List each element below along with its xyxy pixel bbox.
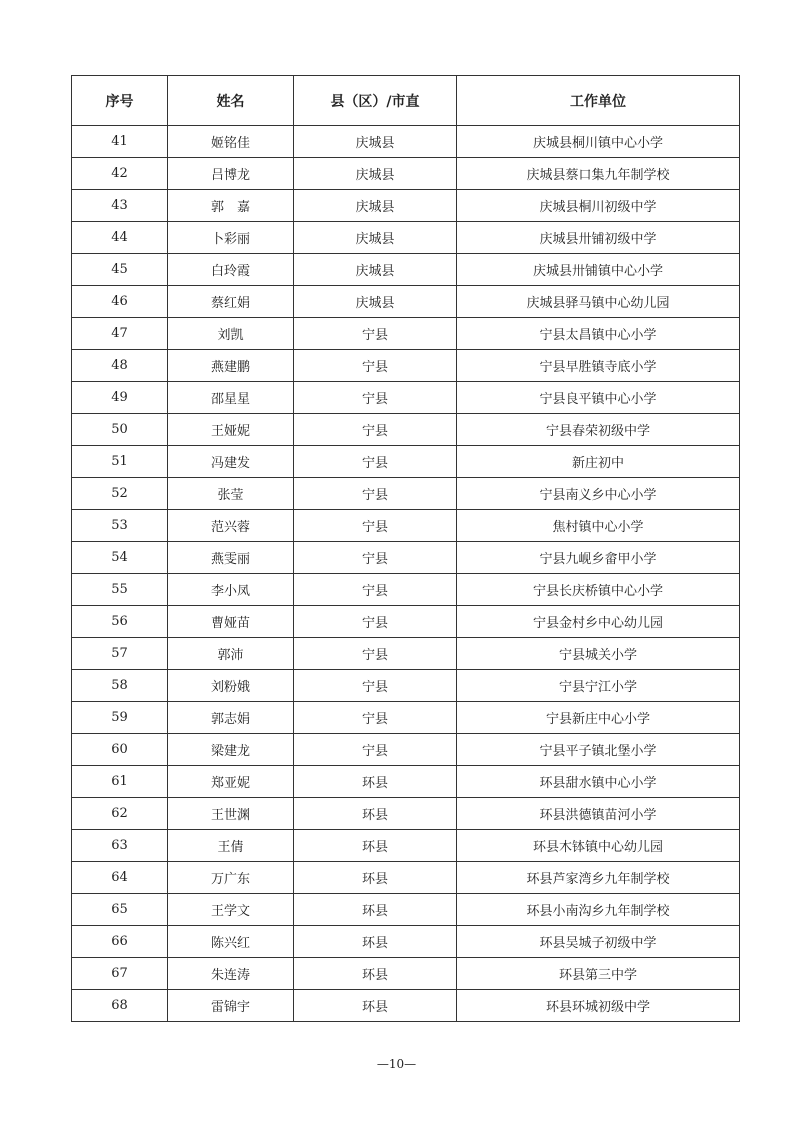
cell-name: 郭沛 — [168, 638, 294, 670]
cell-county: 环县 — [294, 798, 457, 830]
cell-seq: 42 — [72, 158, 168, 190]
table-row — [72, 382, 740, 414]
table-row — [72, 638, 740, 670]
cell-name: 梁建龙 — [168, 734, 294, 766]
cell-name: 李小凤 — [168, 574, 294, 606]
cell-seq: 56 — [72, 606, 168, 638]
page-number: —10— — [376, 1057, 417, 1071]
cell-county: 宁县 — [294, 606, 457, 638]
header-unit: 工作单位 — [457, 76, 740, 126]
roster-body — [72, 126, 740, 1022]
cell-county: 环县 — [294, 862, 457, 894]
cell-seq: 68 — [72, 990, 168, 1022]
cell-county: 宁县 — [294, 702, 457, 734]
cell-seq: 66 — [72, 926, 168, 958]
table-row — [72, 542, 740, 574]
cell-name: 燕雯丽 — [168, 542, 294, 574]
cell-county: 宁县 — [294, 350, 457, 382]
cell-name: 王倩 — [168, 830, 294, 862]
cell-seq: 51 — [72, 446, 168, 478]
cell-name: 吕博龙 — [168, 158, 294, 190]
cell-seq: 57 — [72, 638, 168, 670]
cell-county: 宁县 — [294, 318, 457, 350]
cell-unit: 宁县新庄中心小学 — [457, 702, 740, 734]
cell-name: 邵星星 — [168, 382, 294, 414]
table-row — [72, 510, 740, 542]
cell-name: 王学文 — [168, 894, 294, 926]
cell-unit: 庆城县桐川镇中心小学 — [457, 126, 740, 158]
cell-seq: 62 — [72, 798, 168, 830]
cell-unit: 宁县长庆桥镇中心小学 — [457, 574, 740, 606]
header-seq: 序号 — [72, 76, 168, 126]
cell-county: 庆城县 — [294, 254, 457, 286]
table-row — [72, 158, 740, 190]
cell-county: 宁县 — [294, 574, 457, 606]
cell-county: 庆城县 — [294, 126, 457, 158]
cell-name: 卜彩丽 — [168, 222, 294, 254]
cell-unit: 环县木钵镇中心幼儿园 — [457, 830, 740, 862]
cell-name: 冯建发 — [168, 446, 294, 478]
cell-seq: 54 — [72, 542, 168, 574]
table-row — [72, 862, 740, 894]
cell-unit: 环县甜水镇中心小学 — [457, 766, 740, 798]
cell-name: 郭志娟 — [168, 702, 294, 734]
table-row — [72, 350, 740, 382]
table-row — [72, 126, 740, 158]
table-row — [72, 574, 740, 606]
cell-seq: 45 — [72, 254, 168, 286]
cell-county: 环县 — [294, 958, 457, 990]
cell-county: 环县 — [294, 926, 457, 958]
table-row — [72, 798, 740, 830]
table-row — [72, 830, 740, 862]
cell-county: 宁县 — [294, 510, 457, 542]
cell-name: 雷锦宇 — [168, 990, 294, 1022]
cell-unit: 宁县九岘乡畲甲小学 — [457, 542, 740, 574]
cell-seq: 43 — [72, 190, 168, 222]
cell-unit: 新庄初中 — [457, 446, 740, 478]
cell-unit: 宁县太昌镇中心小学 — [457, 318, 740, 350]
cell-county: 宁县 — [294, 670, 457, 702]
cell-name: 白玲霞 — [168, 254, 294, 286]
table-row — [72, 926, 740, 958]
cell-county: 庆城县 — [294, 222, 457, 254]
cell-name: 万广东 — [168, 862, 294, 894]
cell-unit: 环县第三中学 — [457, 958, 740, 990]
cell-name: 范兴蓉 — [168, 510, 294, 542]
cell-unit: 庆城县卅铺初级中学 — [457, 222, 740, 254]
cell-county: 宁县 — [294, 446, 457, 478]
cell-seq: 67 — [72, 958, 168, 990]
cell-unit: 庆城县卅铺镇中心小学 — [457, 254, 740, 286]
table-row — [72, 254, 740, 286]
table-row — [72, 286, 740, 318]
table-row — [72, 446, 740, 478]
cell-seq: 60 — [72, 734, 168, 766]
cell-county: 宁县 — [294, 478, 457, 510]
cell-unit: 宁县早胜镇寺底小学 — [457, 350, 740, 382]
cell-seq: 48 — [72, 350, 168, 382]
header-name: 姓名 — [168, 76, 294, 126]
cell-unit: 宁县平子镇北堡小学 — [457, 734, 740, 766]
cell-unit: 宁县金村乡中心幼儿园 — [457, 606, 740, 638]
cell-unit: 宁县良平镇中心小学 — [457, 382, 740, 414]
cell-name: 姬铭佳 — [168, 126, 294, 158]
cell-seq: 49 — [72, 382, 168, 414]
cell-seq: 63 — [72, 830, 168, 862]
cell-unit: 庆城县蔡口集九年制学校 — [457, 158, 740, 190]
cell-seq: 47 — [72, 318, 168, 350]
cell-county: 宁县 — [294, 638, 457, 670]
cell-seq: 52 — [72, 478, 168, 510]
cell-seq: 41 — [72, 126, 168, 158]
cell-seq: 50 — [72, 414, 168, 446]
cell-seq: 58 — [72, 670, 168, 702]
table-row — [72, 190, 740, 222]
cell-unit: 宁县城关小学 — [457, 638, 740, 670]
cell-county: 环县 — [294, 990, 457, 1022]
cell-seq: 64 — [72, 862, 168, 894]
cell-county: 环县 — [294, 894, 457, 926]
table-row — [72, 670, 740, 702]
table-row — [72, 478, 740, 510]
cell-name: 郑亚妮 — [168, 766, 294, 798]
cell-name: 张莹 — [168, 478, 294, 510]
cell-county: 庆城县 — [294, 286, 457, 318]
table-row — [72, 734, 740, 766]
table-row — [72, 958, 740, 990]
table-row — [72, 990, 740, 1022]
cell-unit: 环县芦家湾乡九年制学校 — [457, 862, 740, 894]
cell-seq: 46 — [72, 286, 168, 318]
cell-seq: 65 — [72, 894, 168, 926]
cell-name: 蔡红娟 — [168, 286, 294, 318]
cell-unit: 焦村镇中心小学 — [457, 510, 740, 542]
table-row — [72, 318, 740, 350]
cell-county: 宁县 — [294, 414, 457, 446]
table-row — [72, 894, 740, 926]
cell-seq: 44 — [72, 222, 168, 254]
cell-name: 郭 嘉 — [168, 190, 294, 222]
cell-seq: 53 — [72, 510, 168, 542]
cell-unit: 宁县南义乡中心小学 — [457, 478, 740, 510]
cell-unit: 宁县宁江小学 — [457, 670, 740, 702]
cell-unit: 环县环城初级中学 — [457, 990, 740, 1022]
table-row — [72, 702, 740, 734]
table-row — [72, 414, 740, 446]
cell-name: 刘粉娥 — [168, 670, 294, 702]
cell-unit: 宁县春荣初级中学 — [457, 414, 740, 446]
cell-unit: 环县吴城子初级中学 — [457, 926, 740, 958]
cell-county: 宁县 — [294, 734, 457, 766]
table-row — [72, 222, 740, 254]
cell-unit: 庆城县驿马镇中心幼儿园 — [457, 286, 740, 318]
cell-seq: 59 — [72, 702, 168, 734]
cell-name: 王娅妮 — [168, 414, 294, 446]
cell-name: 陈兴红 — [168, 926, 294, 958]
cell-name: 曹娅苗 — [168, 606, 294, 638]
roster-table — [71, 75, 740, 1022]
cell-unit: 环县小南沟乡九年制学校 — [457, 894, 740, 926]
header-county: 县（区）/市直 — [294, 76, 457, 126]
cell-county: 环县 — [294, 830, 457, 862]
cell-name: 刘凯 — [168, 318, 294, 350]
cell-seq: 55 — [72, 574, 168, 606]
cell-name: 王世渊 — [168, 798, 294, 830]
cell-county: 宁县 — [294, 382, 457, 414]
table-row — [72, 766, 740, 798]
table-row — [72, 606, 740, 638]
cell-unit: 庆城县桐川初级中学 — [457, 190, 740, 222]
cell-seq: 61 — [72, 766, 168, 798]
cell-name: 燕建鹏 — [168, 350, 294, 382]
cell-name: 朱连涛 — [168, 958, 294, 990]
header-row — [72, 76, 740, 126]
cell-county: 庆城县 — [294, 158, 457, 190]
cell-county: 庆城县 — [294, 190, 457, 222]
cell-unit: 环县洪德镇苗河小学 — [457, 798, 740, 830]
cell-county: 宁县 — [294, 542, 457, 574]
cell-county: 环县 — [294, 766, 457, 798]
